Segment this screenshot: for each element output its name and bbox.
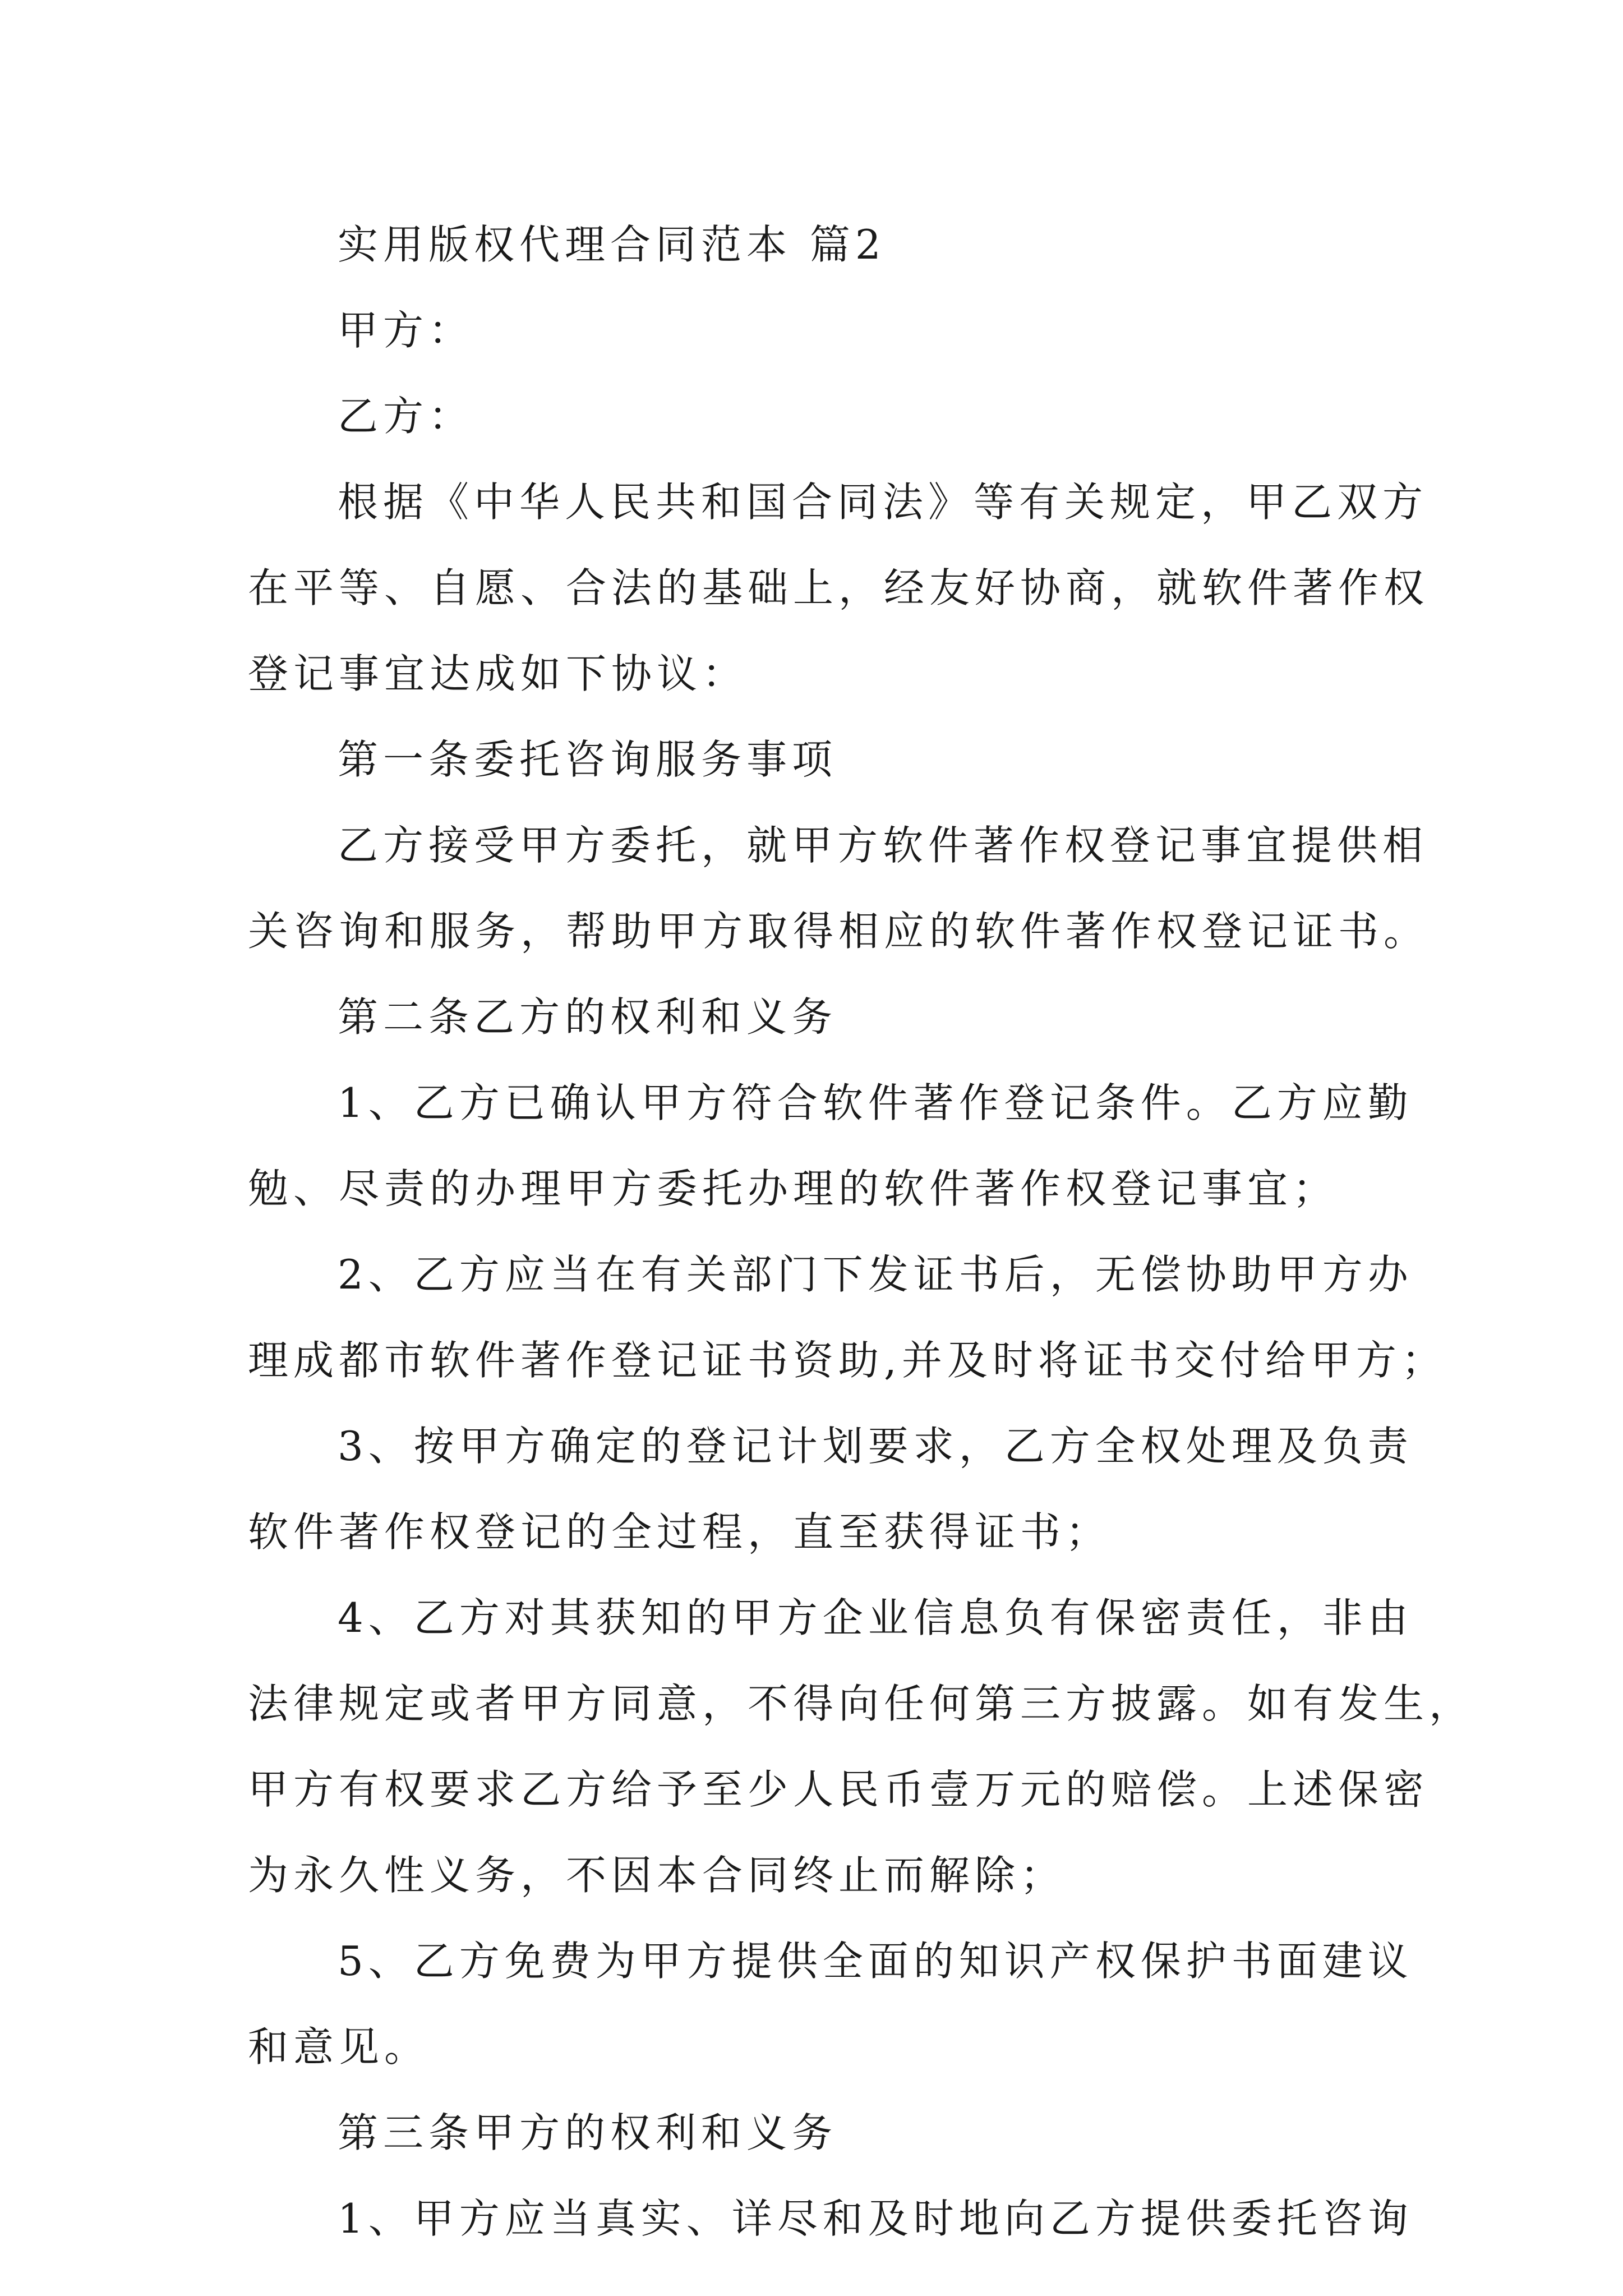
paragraph-line: 软件著作权登记的全过程，直至获得证书； [248,1508,1112,1556]
paragraph-line: 1、乙方已确认甲方符合软件著作登记条件。乙方应勤 [338,1079,1413,1126]
paragraph-line: 5、乙方免费为甲方提供全面的知识产权保护书面建议 [338,1938,1413,1985]
paragraph-line: 甲方有权要求乙方给予至少人民币壹万元的赔偿。上述保密 [248,1766,1430,1813]
paragraph-line: 理成都市软件著作登记证书资助,并及时将证书交付给甲方； [248,1337,1447,1384]
paragraph-line: 关咨询和服务，帮助甲方取得相应的软件著作权登记证书。 [248,908,1430,955]
paragraph-line: 勉、尽责的办理甲方委托办理的软件著作权登记事宜； [248,1165,1339,1212]
paragraph-line: 在平等、自愿、合法的基础上，经友好协商，就软件著作权 [248,564,1430,611]
article-heading: 第三条甲方的权利和义务 [338,2109,838,2156]
paragraph-line: 法律规定或者甲方同意，不得向任何第三方披露。如有发生， [248,1680,1475,1727]
article-heading: 第一条委托咨询服务事项 [338,736,838,783]
paragraph-line: 和意见。 [248,2023,430,2070]
document-title: 实用版权代理合同范本 篇2 [338,221,886,268]
paragraph-line: 为永久性义务，不因本合同终止而解除； [248,1852,1066,1899]
paragraph-line: 4、乙方对其获知的甲方企业信息负有保密责任，非由 [338,1594,1413,1641]
document-body [248,202,1475,2262]
paragraph-line: 乙方接受甲方委托，就甲方软件著作权登记事宜提供相 [338,822,1428,869]
party-b-label: 乙方： [338,393,474,440]
paragraph-line: 1、甲方应当真实、详尽和及时地向乙方提供委托咨询 [338,2195,1413,2242]
article-heading: 第二条乙方的权利和义务 [338,993,838,1041]
paragraph-line: 登记事宜达成如下协议： [248,650,748,697]
paragraph-line: 根据《中华人民共和国合同法》等有关规定，甲乙双方 [338,478,1428,526]
paragraph-line: 3、按甲方确定的登记计划要求，乙方全权处理及负责 [338,1423,1413,1470]
paragraph-line: 2、乙方应当在有关部门下发证书后，无偿协助甲方办 [338,1251,1413,1298]
party-a-label: 甲方： [338,307,474,354]
